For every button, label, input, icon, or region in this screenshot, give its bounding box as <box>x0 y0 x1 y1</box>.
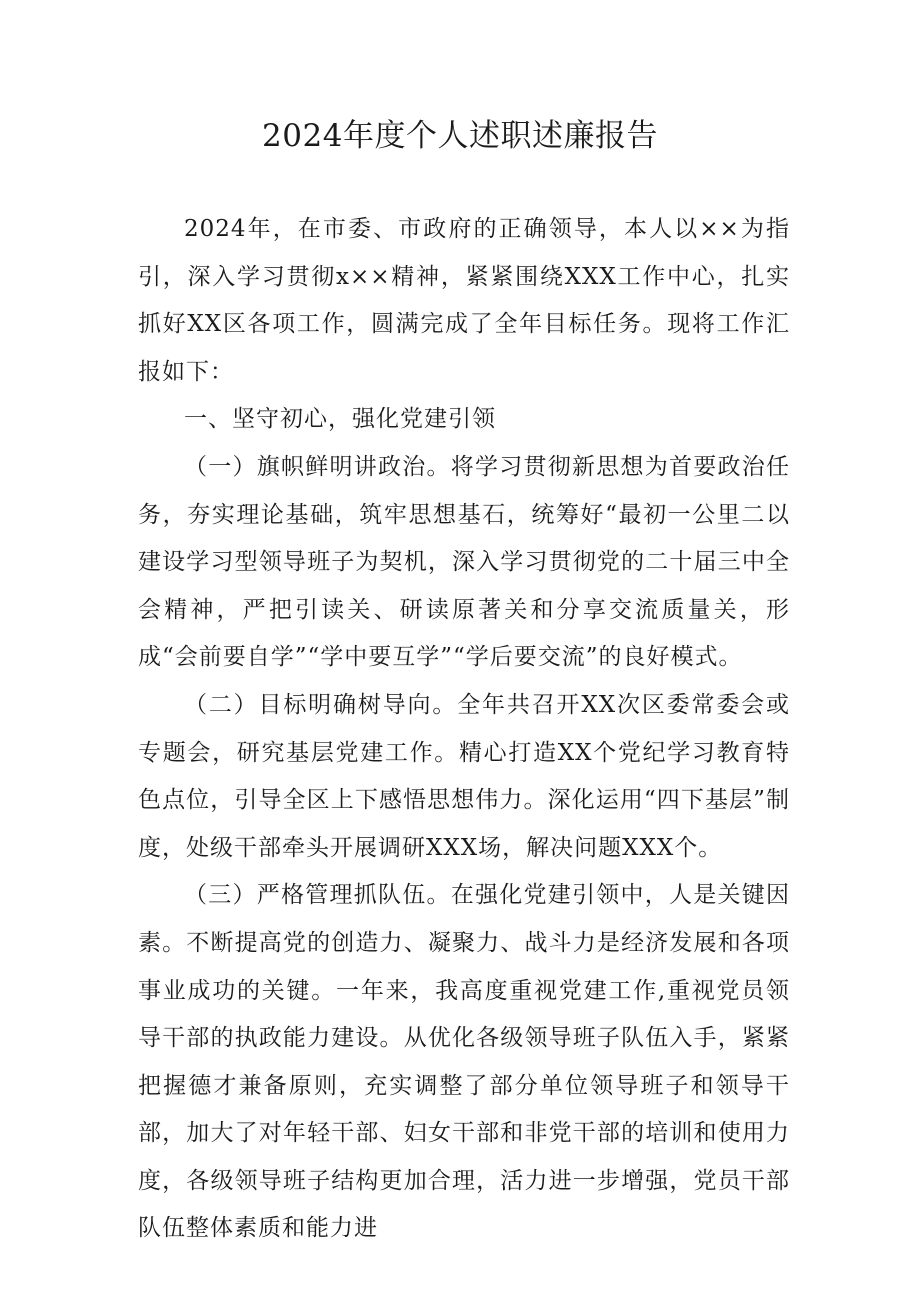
paragraph-3: （三）严格管理抓队伍。在强化党建引领中，人是关键因素。不断提高党的创造力、凝聚力、战斗力是经济发展和各项事业成功的关键。一年来，我高度重视党建工作,重视党员领导干部的执政能力建设。从优化各级领导班子队伍入手，紧紧把握德才兼备原则，充实调整了部分单位领导班子和领导干部，加大了对年轻干部、妇女干部和非党干部的培训和使用力度，各级领导班子结构更加合理，活力进一步增强，党员干部队伍整体素质和能力进 <box>138 882 790 1242</box>
document-title: 2024年度个人述职述廉报告 <box>262 118 658 154</box>
document-body <box>138 206 790 1266</box>
section-heading-1: 一、坚守初心，强化党建引领 <box>184 406 496 433</box>
intro-paragraph: 2024年，在市委、市政府的正确领导，本人以××为指引，深入学习贯彻x××精神，紧紧围绕XXX工作中心，扎实抓好XX区各项工作，圆满完成了全年目标任务。现将工作汇报如下： <box>138 216 790 385</box>
paragraph-1: （一）旗帜鲜明讲政治。将学习贯彻新思想为首要政治任务，夯实理论基础，筑牢思想基石，统筹好“最初一公里二以建设学习型领导班子为契机，深入学习贯彻党的二十届三中全会精神，严把引读关、研读原著关和分享交流质量关，形成“会前要自学”“学中要互学”“学后要交流”的良好模式。 <box>138 453 790 671</box>
paragraph-2: （二）目标明确树导向。全年共召开XX次区委常委会或专题会，研究基层党建工作。精心打造XX个党纪学习教育特色点位，引导全区上下感悟思想伟力。深化运用“四下基层”制度，处级干部牵头开展调研XXX场，解决问题XXX个。 <box>138 691 790 861</box>
